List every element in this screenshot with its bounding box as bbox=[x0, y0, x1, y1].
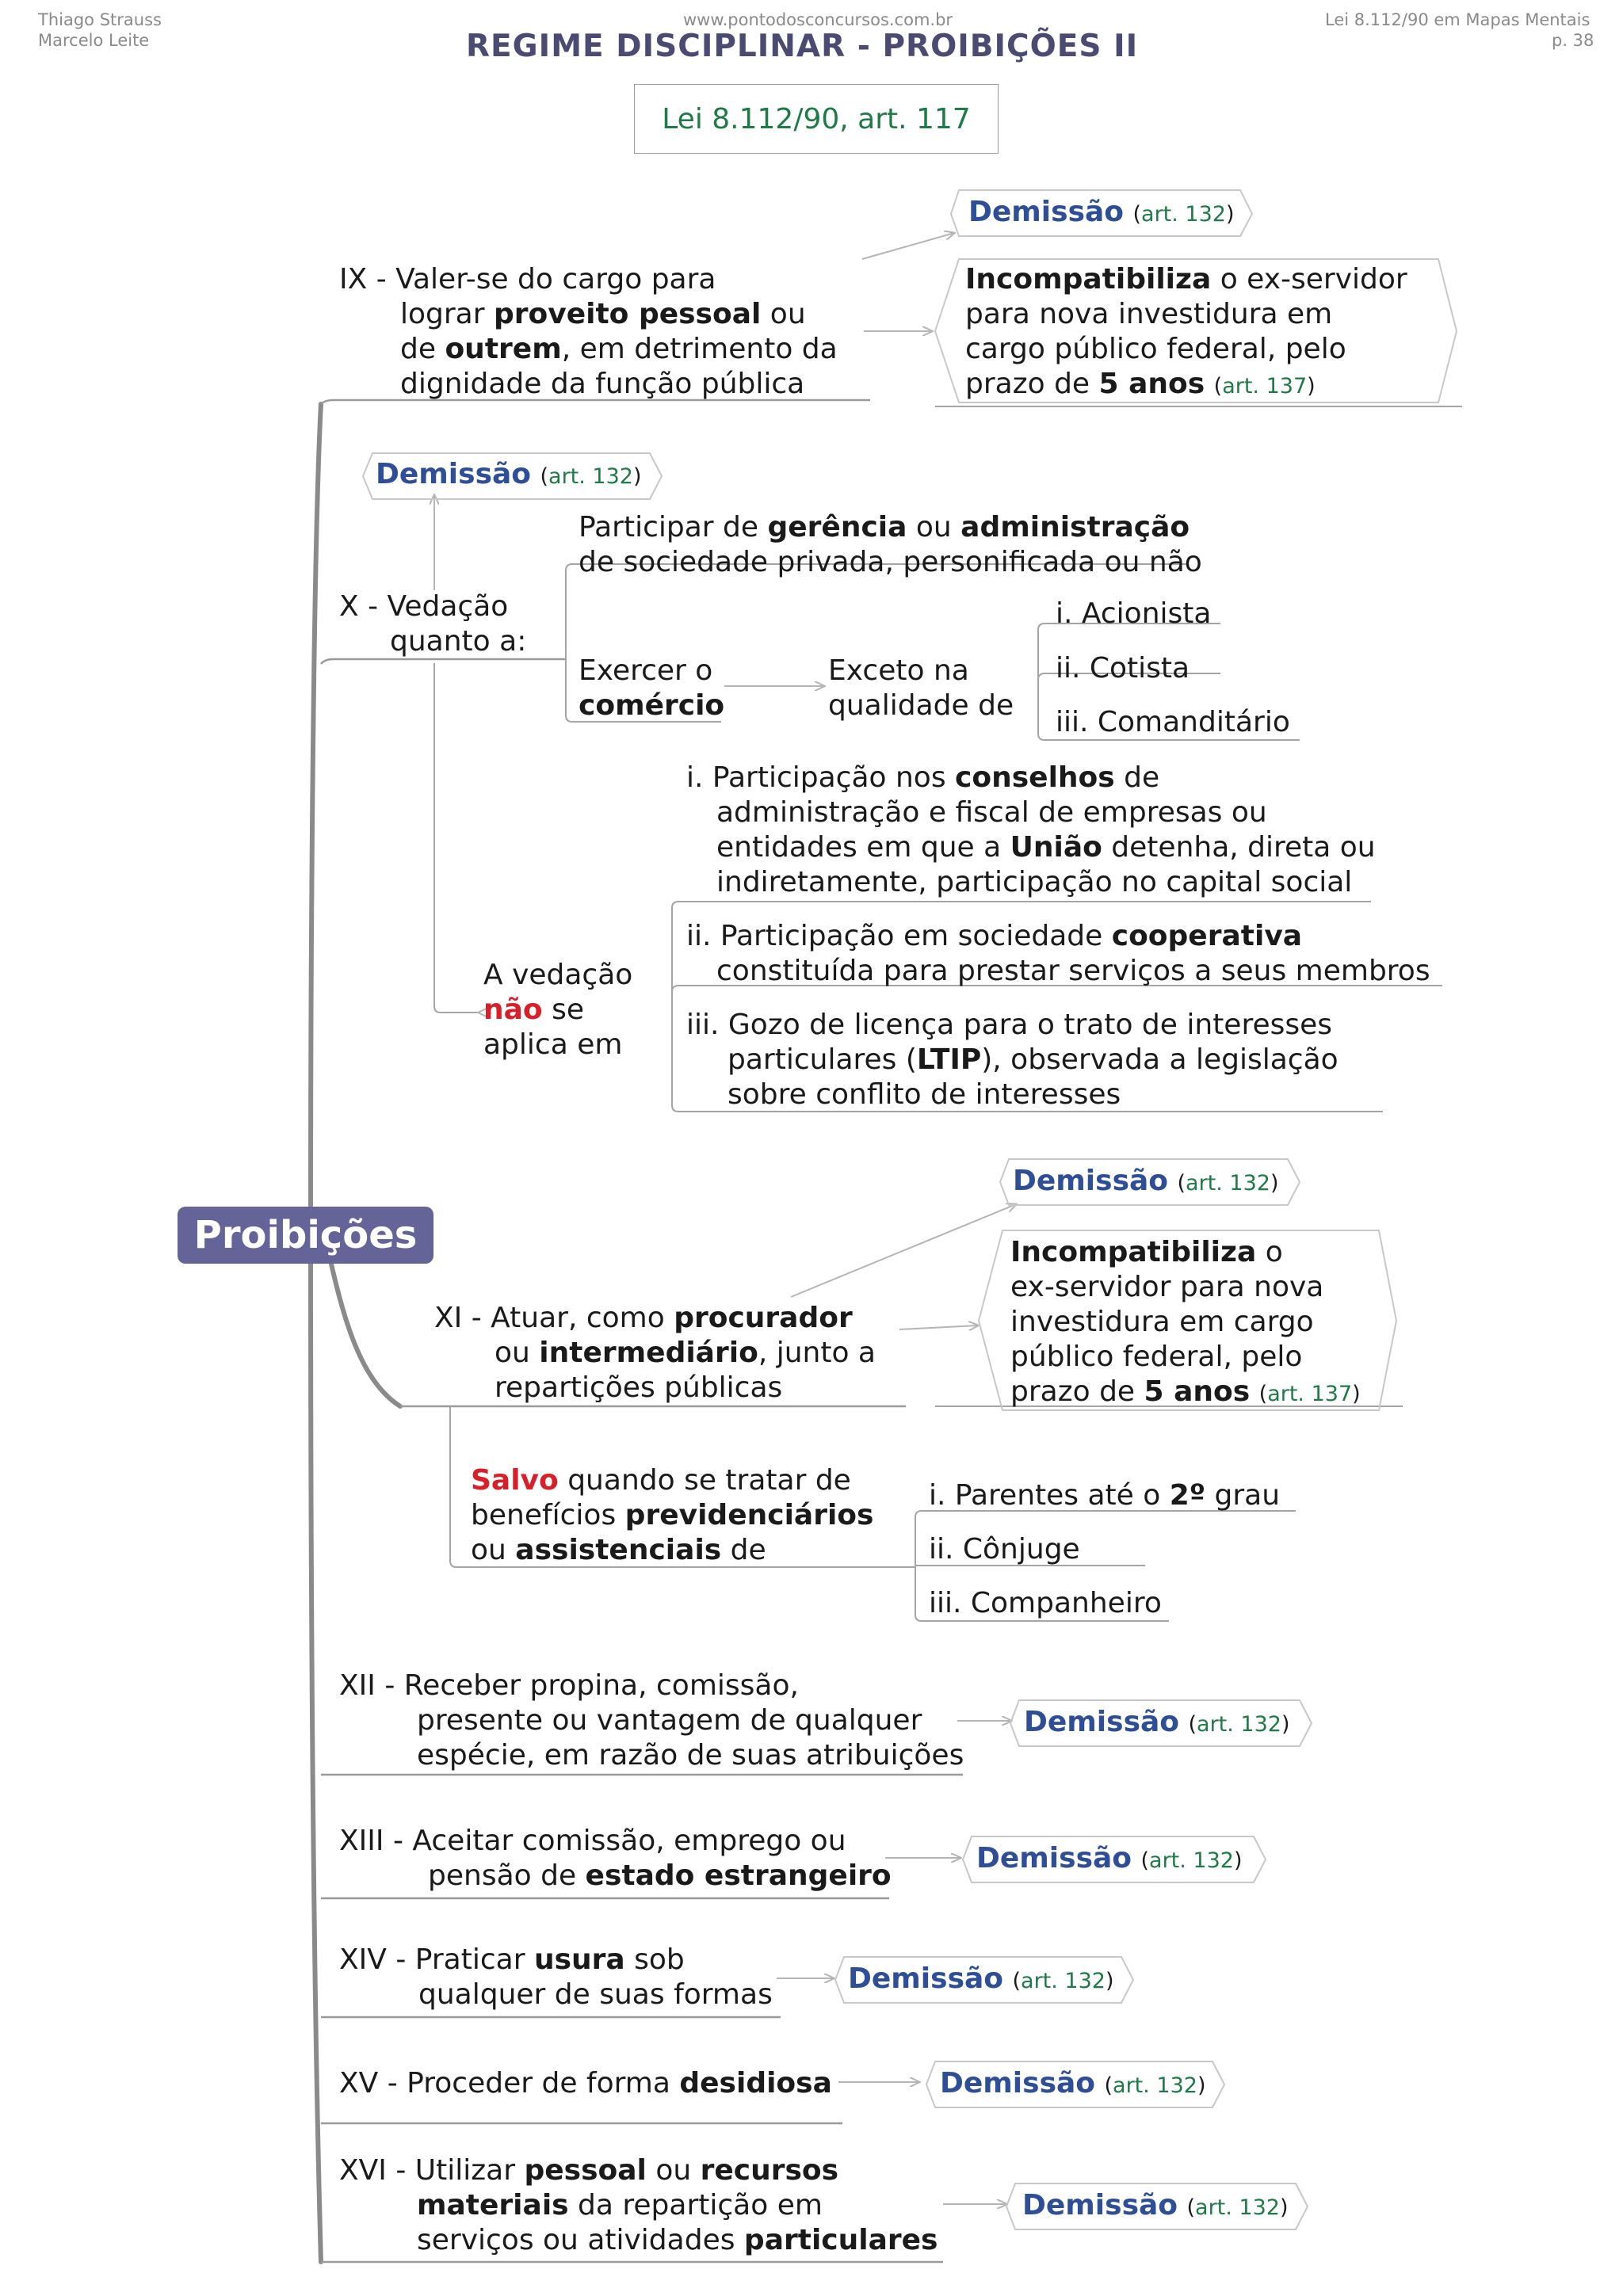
xii-text: XII - Receber propina, comissão, presente ou vantagem de qualquer espécie, em razão de suas atribuições bbox=[339, 1669, 964, 1772]
demissao-label-xvi: Demissão (art. 132) bbox=[1022, 2189, 1289, 2222]
demissao-label-xi: Demissão (art. 132) bbox=[1013, 1165, 1279, 1197]
x-comanditario: iii. Comanditário bbox=[1056, 706, 1290, 738]
author-1: Thiago Strauss bbox=[38, 10, 162, 29]
demissao-label-xii: Demissão (art. 132) bbox=[1024, 1706, 1290, 1738]
xi-companheiro: iii. Companheiro bbox=[929, 1587, 1162, 1619]
ix-text: IX - Valer-se do cargo para lograr proveito pessoal ou de outrem, em detrimento da dignidade da função pública bbox=[339, 263, 838, 400]
demissao-label-x: Demissão (art. 132) bbox=[376, 458, 642, 490]
xi-conjuge: ii. Cônjuge bbox=[929, 1533, 1080, 1566]
xi-salvo: Salvo quando se tratar de benefícios previdenciários ou assistenciais de bbox=[471, 1464, 874, 1566]
xv-text: XV - Proceder de forma desidiosa bbox=[339, 2067, 832, 2100]
demissao-frames bbox=[363, 190, 1457, 2229]
central-node-proibicoes: Proibições bbox=[178, 1207, 433, 1264]
xi-parentes: i. Parentes até o 2º grau bbox=[929, 1479, 1281, 1512]
x-text: X - Vedação quanto a: bbox=[339, 590, 527, 658]
xi-text: XI - Atuar, como procurador ou intermediário, junto a repartições públicas bbox=[434, 1302, 876, 1404]
xvi-text: XVI - Utilizar pessoal ou recursos materiais da repartição em serviços ou atividades particulares bbox=[339, 2154, 938, 2256]
ix-incompatibiliza: Incompatibiliza o ex-servidor para nova investidura em cargo público federal, pelo prazo de 5 anos (art. 137) bbox=[965, 263, 1407, 400]
site-url: www.pontodosconcursos.com.br bbox=[683, 10, 953, 29]
x-gerencia: Participar de gerência ou administração de sociedade privada, personificada ou não bbox=[579, 511, 1202, 578]
author-2: Marcelo Leite bbox=[38, 31, 150, 50]
demissao-label-xv: Demissão (art. 132) bbox=[940, 2067, 1206, 2100]
page-title: REGIME DISCIPLINAR - PROIBIÇÕES II bbox=[466, 29, 1139, 64]
x-nao-se-aplica: A vedação não se aplica em bbox=[483, 959, 633, 1061]
x-cotista: ii. Cotista bbox=[1056, 652, 1190, 685]
page-number: p. 38 bbox=[1552, 31, 1594, 50]
x-exceto: Exceto na qualidade de bbox=[828, 654, 1014, 722]
book-title: Lei 8.112/90 em Mapas Mentais bbox=[1325, 10, 1591, 29]
x-excecao-cooperativa: ii. Participação em sociedade cooperativa constituída para prestar serviços a seus membros bbox=[686, 920, 1430, 987]
demissao-label-xiii: Demissão (art. 132) bbox=[976, 1842, 1243, 1875]
xiii-text: XIII - Aceitar comissão, emprego ou pensão de estado estrangeiro bbox=[339, 1825, 892, 1892]
x-excecao-conselhos: i. Participação nos conselhos de administração e fiscal de empresas ou entidades em que a União detenha, direta ou indiretamente, participação no capital social bbox=[686, 761, 1376, 898]
x-comercio: Exercer o comércio bbox=[579, 654, 725, 722]
law-reference-box: Lei 8.112/90, art. 117 bbox=[634, 84, 999, 154]
demissao-label-ix: Demissão (art. 132) bbox=[968, 196, 1235, 228]
xiv-text: XIV - Praticar usura sob qualquer de suas formas bbox=[339, 1943, 773, 2011]
xi-incompatibiliza: Incompatibiliza o ex-servidor para nova investidura em cargo público federal, pelo prazo de 5 anos (art. 137) bbox=[1010, 1236, 1361, 1408]
demissao-label-xiv: Demissão (art. 132) bbox=[848, 1962, 1114, 1995]
x-acionista: i. Acionista bbox=[1056, 597, 1212, 630]
x-excecao-ltip: iii. Gozo de licença para o trato de interesses particulares (LTIP), observada a legislação sobre conflito de interesses bbox=[686, 1009, 1338, 1111]
